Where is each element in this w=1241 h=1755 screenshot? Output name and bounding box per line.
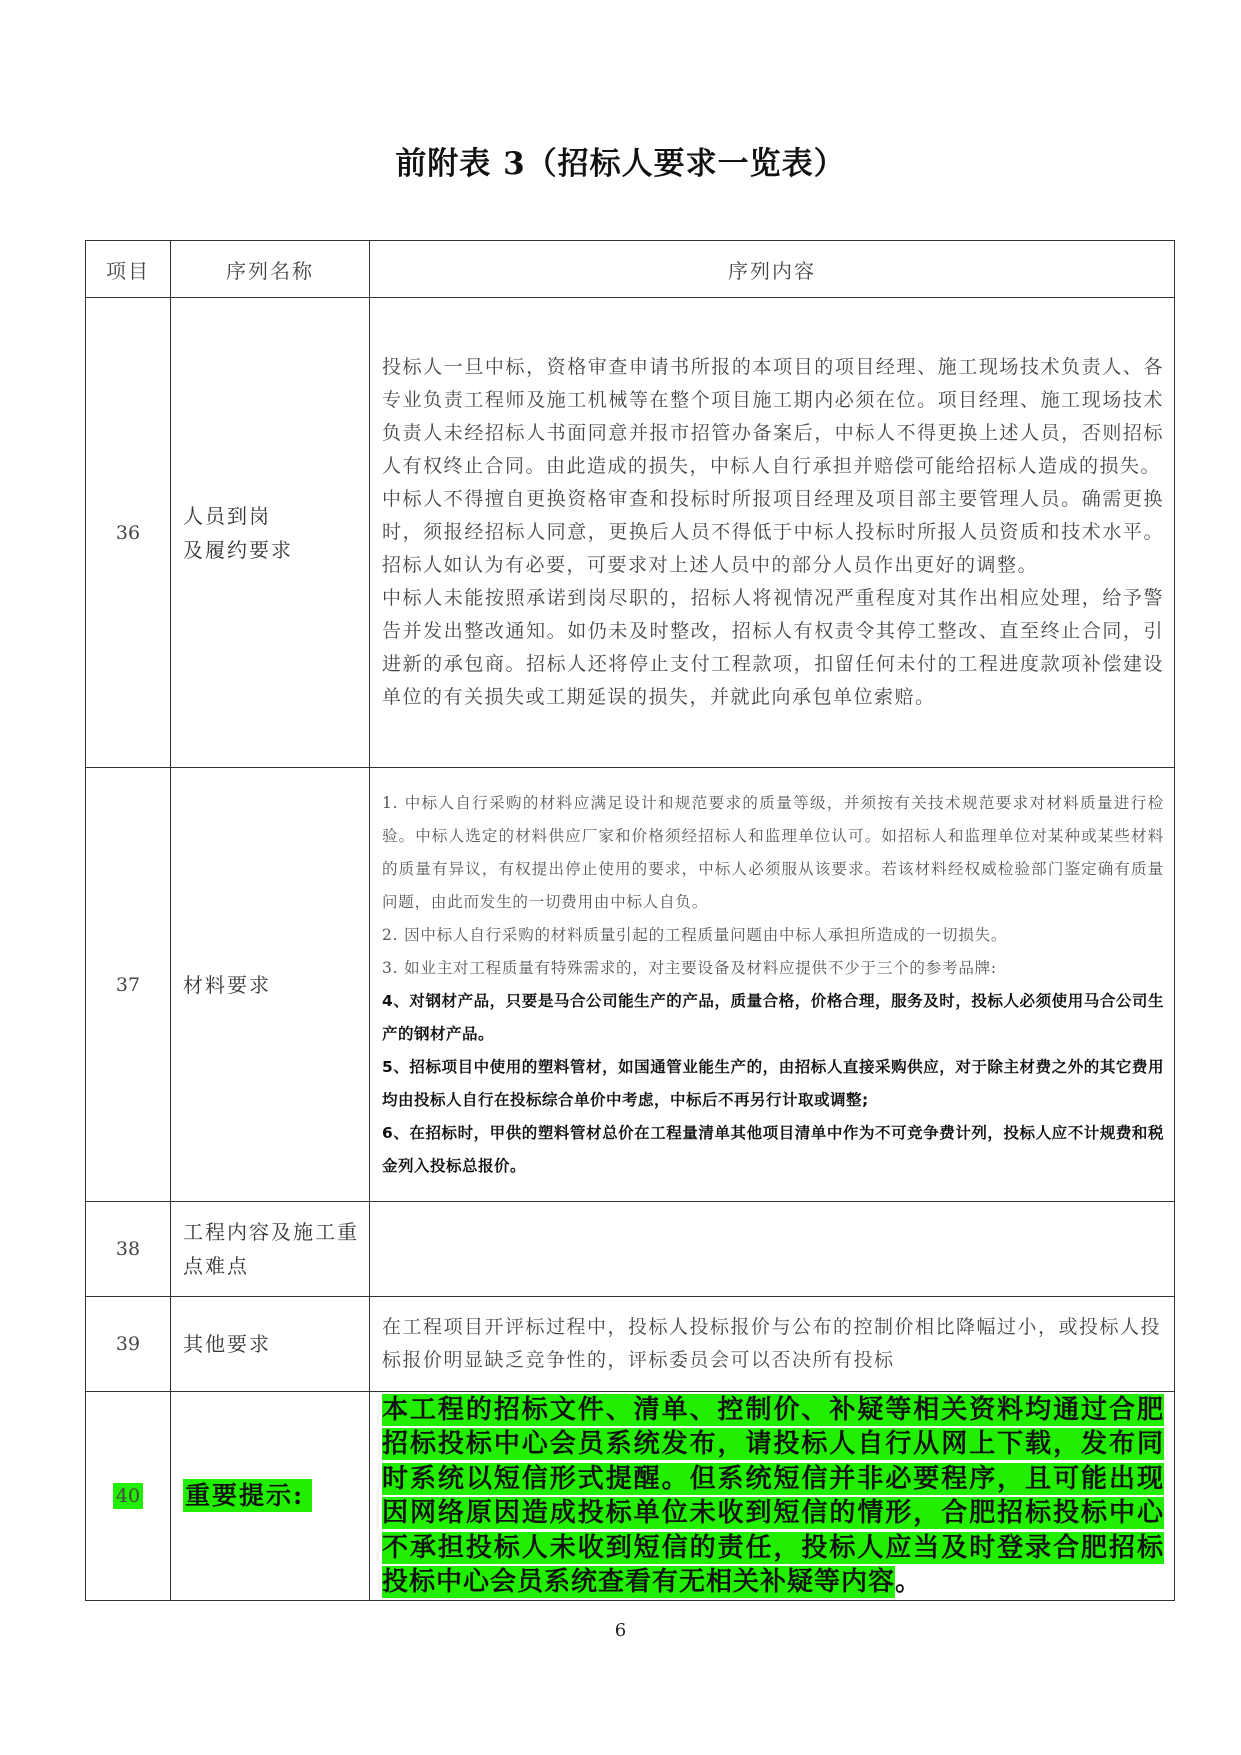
row-number [86,1392,171,1601]
row-name-line: 及履约要求 [183,537,293,562]
content-paragraph-bold: 6、在招标时，甲供的塑料管材总价在工程量清单其他项目清单中作为不可竞争费计列，投标人应不计规费和税金列入投标总报价。 [382,1123,1164,1175]
row-name: 其他要求 [171,1297,370,1392]
row-name-line: 工程内容及施工重 [183,1220,359,1244]
row-number: 37 [86,768,171,1202]
highlighted-row-number: 40 [113,1483,143,1509]
page-number: 6 [614,1620,627,1641]
header-sequence-content: 序列内容 [370,241,1175,298]
highlighted-notice-text: 本工程的招标文件、清单、控制价、补疑等相关资料均通过合肥招标投标中心会员系统发布，请投标人自行从网上下载，发布同时系统以短信形式提醒。但系统短信并非必要程序，且可能出现因网络原因造成投标单位未收到短信的情形，合肥招标投标中心不承担投标人未收到短信的责任，投标人应当及时登录合肥招标投标中心会员系统查看有无相关补疑等内容 [382,1394,1164,1597]
table-header-row [86,241,1175,298]
requirements-table [85,240,1175,1601]
content-paragraph: 投标人一旦中标，资格审查申请书所报的本项目的项目经理、施工现场技术负责人、各专业负责工程师及施工机械等在整个项目施工期内必须在位。项目经理、施工现场技术负责人未经招标人书面同意并报市招管办备案后，中标人不得更换上述人员，否则招标人有权终止合同。由此造成的损失，中标人自行承担并赔偿可能给招标人造成的损失。 [382,356,1164,477]
row-content [370,1297,1175,1392]
content-paragraph: 1. 中标人自行采购的材料应满足设计和规范要求的质量等级，并须按有关技术规范要求对材料质量进行检验。中标人选定的材料供应厂家和价格须经招标人和监理单位认可。如招标人和监理单位对某种或某些材料的质量有异议，有权提出停止使用的要求，中标人必须服从该要求。若该材料经权威检验部门鉴定确有质量问题，由此而发生的一切费用由中标人自负。 [382,793,1164,911]
notice-tail: 。 [895,1567,923,1597]
row-name [171,298,370,768]
content-paragraph: 2. 因中标人自行采购的材料质量引起的工程质量问题由中标人承担所造成的一切损失。 [382,925,1008,944]
header-sequence-name: 序列名称 [171,241,370,298]
page-title: 前附表 3（招标人要求一览表） [395,146,846,182]
row-name [171,1392,370,1601]
row-number: 38 [86,1202,171,1297]
row-content [370,768,1175,1202]
content-paragraph: 中标人不得擅自更换资格审查和投标时所报项目经理及项目部主要管理人员。确需更换时，须报经招标人同意，更换后人员不得低于中标人投标时所报人员资质和技术水平。招标人如认为有必要，可要求对上述人员中的部分人员作出更好的调整。 [382,488,1164,576]
row-content [370,1392,1175,1601]
row-name [171,1202,370,1297]
content-paragraph: 3. 如业主对工程质量有特殊需求的，对主要设备及材料应提供不少于三个的参考品牌: [382,958,997,977]
important-notice [382,1393,1164,1600]
header-item-number: 项目 [86,241,171,298]
row-number: 39 [86,1297,171,1392]
content-paragraph-bold: 4、对钢材产品，只要是马合公司能生产的产品，质量合格，价格合理，服务及时，投标人必须使用马合公司生产的钢材产品。 [382,991,1164,1043]
row-content-empty [370,1202,1175,1297]
content-paragraph: 在工程项目开评标过程中，投标人投标报价与公布的控制价相比降幅过小，或投标人投标报价明显缺乏竞争性的，评标委员会可以否决所有投标 [382,1316,1162,1371]
table-row [86,1202,1175,1297]
table-row [86,298,1175,768]
row-name-line: 人员到岗 [183,503,271,528]
row-name: 材料要求 [171,768,370,1202]
table-row [86,1297,1175,1392]
row-content [370,298,1175,768]
content-paragraph: 中标人未能按照承诺到岗尽职的，招标人将视情况严重程度对其作出相应处理，给予警告并发出整改通知。如仍未及时整改，招标人有权责令其停工整改、直至终止合同，引进新的承包商。招标人还将停止支付工程款项，扣留任何未付的工程进度款项补偿建设单位的有关损失或工期延误的损失，并就此向承包单位索赔。 [382,587,1164,708]
content-paragraph-bold: 5、招标项目中使用的塑料管材，如国通管业能生产的，由招标人直接采购供应，对于除主材费之外的其它费用均由投标人自行在投标综合单价中考虑，中标后不再另行计取或调整; [382,1057,1164,1109]
row-number: 36 [86,298,171,768]
highlighted-row-name: 重要提示: [183,1479,312,1512]
table-row [86,1392,1175,1601]
row-name-line: 点难点 [183,1254,249,1278]
table-row [86,768,1175,1202]
